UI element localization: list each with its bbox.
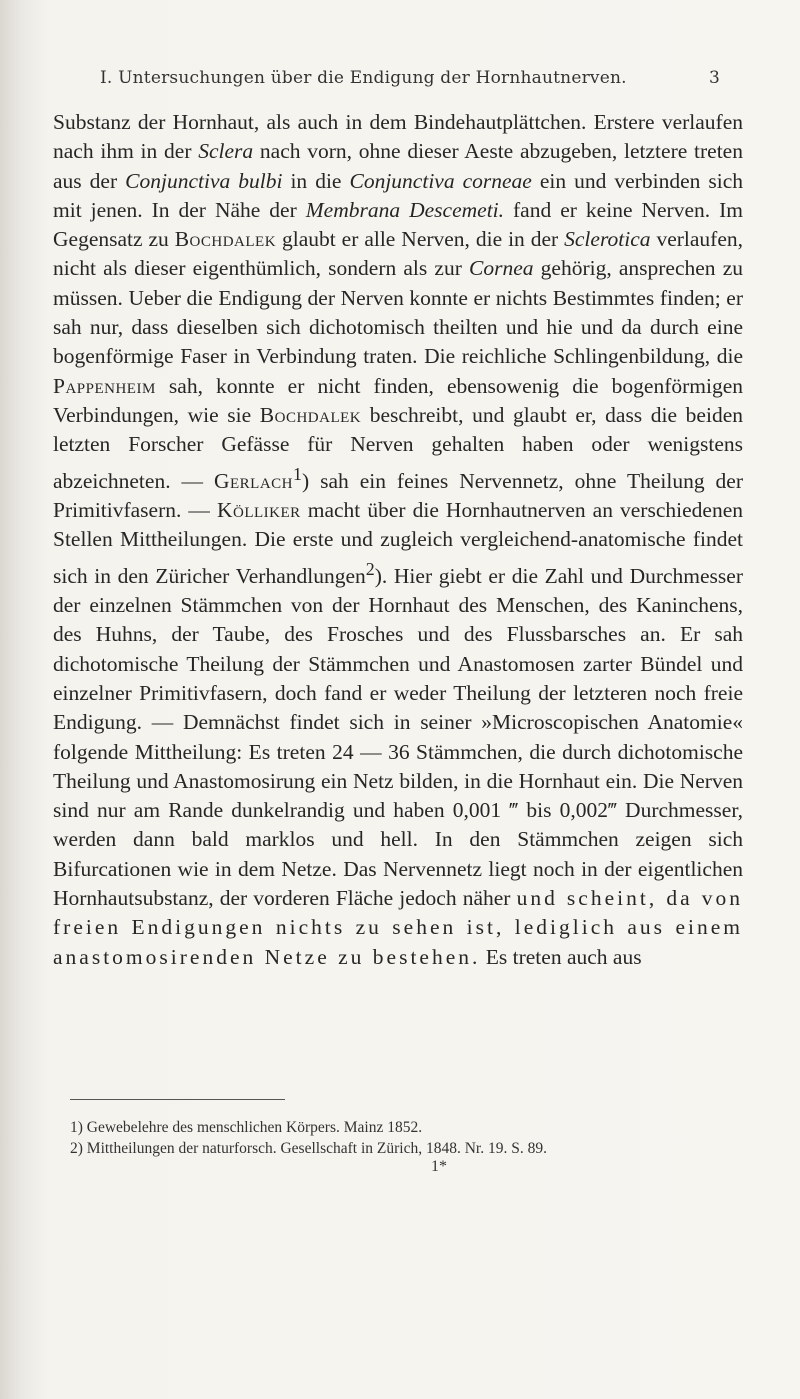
text-run: beschreibt, und glaubt er, dass die beiden letzten Forscher Gefässe für Nerven gehalten haben oder wenigstens abzeichneten. —	[53, 402, 743, 493]
text-run: verlaufen, nicht als dieser eigenthümlich, sondern als zur	[53, 227, 743, 281]
text-run: gehörig, ansprechen zu müssen. Ueber die Endigung der Nerven konnte er nichts Bestimmtes finden; er sah nur, dass dieselben sich dichotomisch theilten und hie und da durch eine bogenförmige Faser in Verbindung traten. Die reichliche Schlingenbildung, die	[53, 256, 743, 369]
footnote-rule	[70, 1099, 285, 1100]
italic-term: Cornea	[469, 256, 534, 281]
paragraph	[53, 108, 743, 972]
text-run: ) sah ein feines Nervennetz, ohne Theilung der Primitivfasern. —	[53, 468, 743, 523]
footnotes	[70, 1117, 750, 1159]
text-run: nach vorn, ohne dieser Aeste abzugeben, letztere treten aus der	[53, 139, 743, 193]
footnote-1: 1) Gewebelehre des menschlichen Körpers. Mainz 1852.	[70, 1119, 423, 1136]
body-text	[53, 108, 743, 972]
text-run: Substanz der Hornhaut, als auch in dem Bindehautplättchen. Erstere verlaufen nach ihm in der	[53, 110, 743, 164]
italic-term: Conjunctiva bulbi	[125, 168, 283, 193]
text-run: glaubt er alle Nerven, die in der	[276, 227, 565, 252]
italic-term: Conjunctiva corneae	[349, 168, 532, 193]
spaced-emphasis: und scheint, da von freien Endigungen nichts zu sehen ist, lediglich aus einem anastomosirenden Netze zu bestehen.	[53, 886, 743, 969]
text-run: ). Hier giebt er die Zahl und Durchmesser der einzelnen Stämmchen von der Hornhaut des Menschen, des Kaninchens, des Huhns, der Taube, des Frosches und des Flussbarsches an. Er sah dichotomische Theilung der Stämmchen und Anastomosen zarter Bündel und einzelner Primitivfasern, doch fand er weder Theilung der letzteren noch freie Endigung. — Demnächst findet sich in seiner »Microscopischen Anatomie« folgende Mittheilung: Es treten 24 — 36 Stämmchen, die durch dichotomische Theilung und Anastomosirung ein Netz bilden, in die Hornhaut ein. Die Nerven sind nur am Rande dunkelrandig und haben 0,001 ‴ bis 0,002‴ Durchmesser, werden dann bald marklos und hell. In den Stämmchen zeigen sich Bifurcationen wie in dem Netze. Das Nervennetz liegt noch in der eigentlichen Hornhautsubstanz, der vorderen Fläche jedoch näher	[53, 563, 743, 911]
footnote-ref: 1	[293, 463, 302, 484]
author-name: Pappenheim	[53, 373, 156, 398]
author-name: Bochdalek	[174, 227, 277, 252]
author-name: Gerlach	[213, 468, 294, 493]
page-number: 3	[708, 68, 720, 88]
text-run: fand er keine Nerven. Im Gegensatz zu	[53, 197, 744, 252]
signature-mark: 1*	[431, 1158, 447, 1175]
footnote-2: 2) Mittheilungen der naturforsch. Gesellschaft in Zürich, 1848. Nr. 19. S. 89.	[70, 1140, 547, 1157]
text-run: sah, konnte er nicht finden, ebensowenig die bogenförmigen Verbindungen, wie sie	[53, 373, 743, 427]
text-run: Es treten auch aus	[480, 944, 642, 969]
text-run: in die	[282, 168, 350, 193]
italic-term: Sclerotica	[564, 227, 651, 252]
author-name: Bochdalek	[259, 402, 362, 427]
text-run: ein und verbinden sich mit jenen. In der Nähe der	[53, 168, 744, 222]
text-run: macht über die Hornhautnerven an verschiedenen Stellen Mittheilungen. Die erste und zugleich vergleichend-anatomische findet sich in den Züricher Verhandlungen	[53, 498, 743, 588]
author-name: Kölliker	[217, 498, 301, 523]
running-title: I. Untersuchungen über die Endigung der Hornhautnerven.	[100, 68, 627, 88]
italic-term: Membrana Descemeti.	[305, 197, 505, 222]
footnote-ref: 2	[365, 558, 375, 579]
italic-term: Sclera	[198, 139, 254, 164]
running-header	[100, 68, 720, 88]
